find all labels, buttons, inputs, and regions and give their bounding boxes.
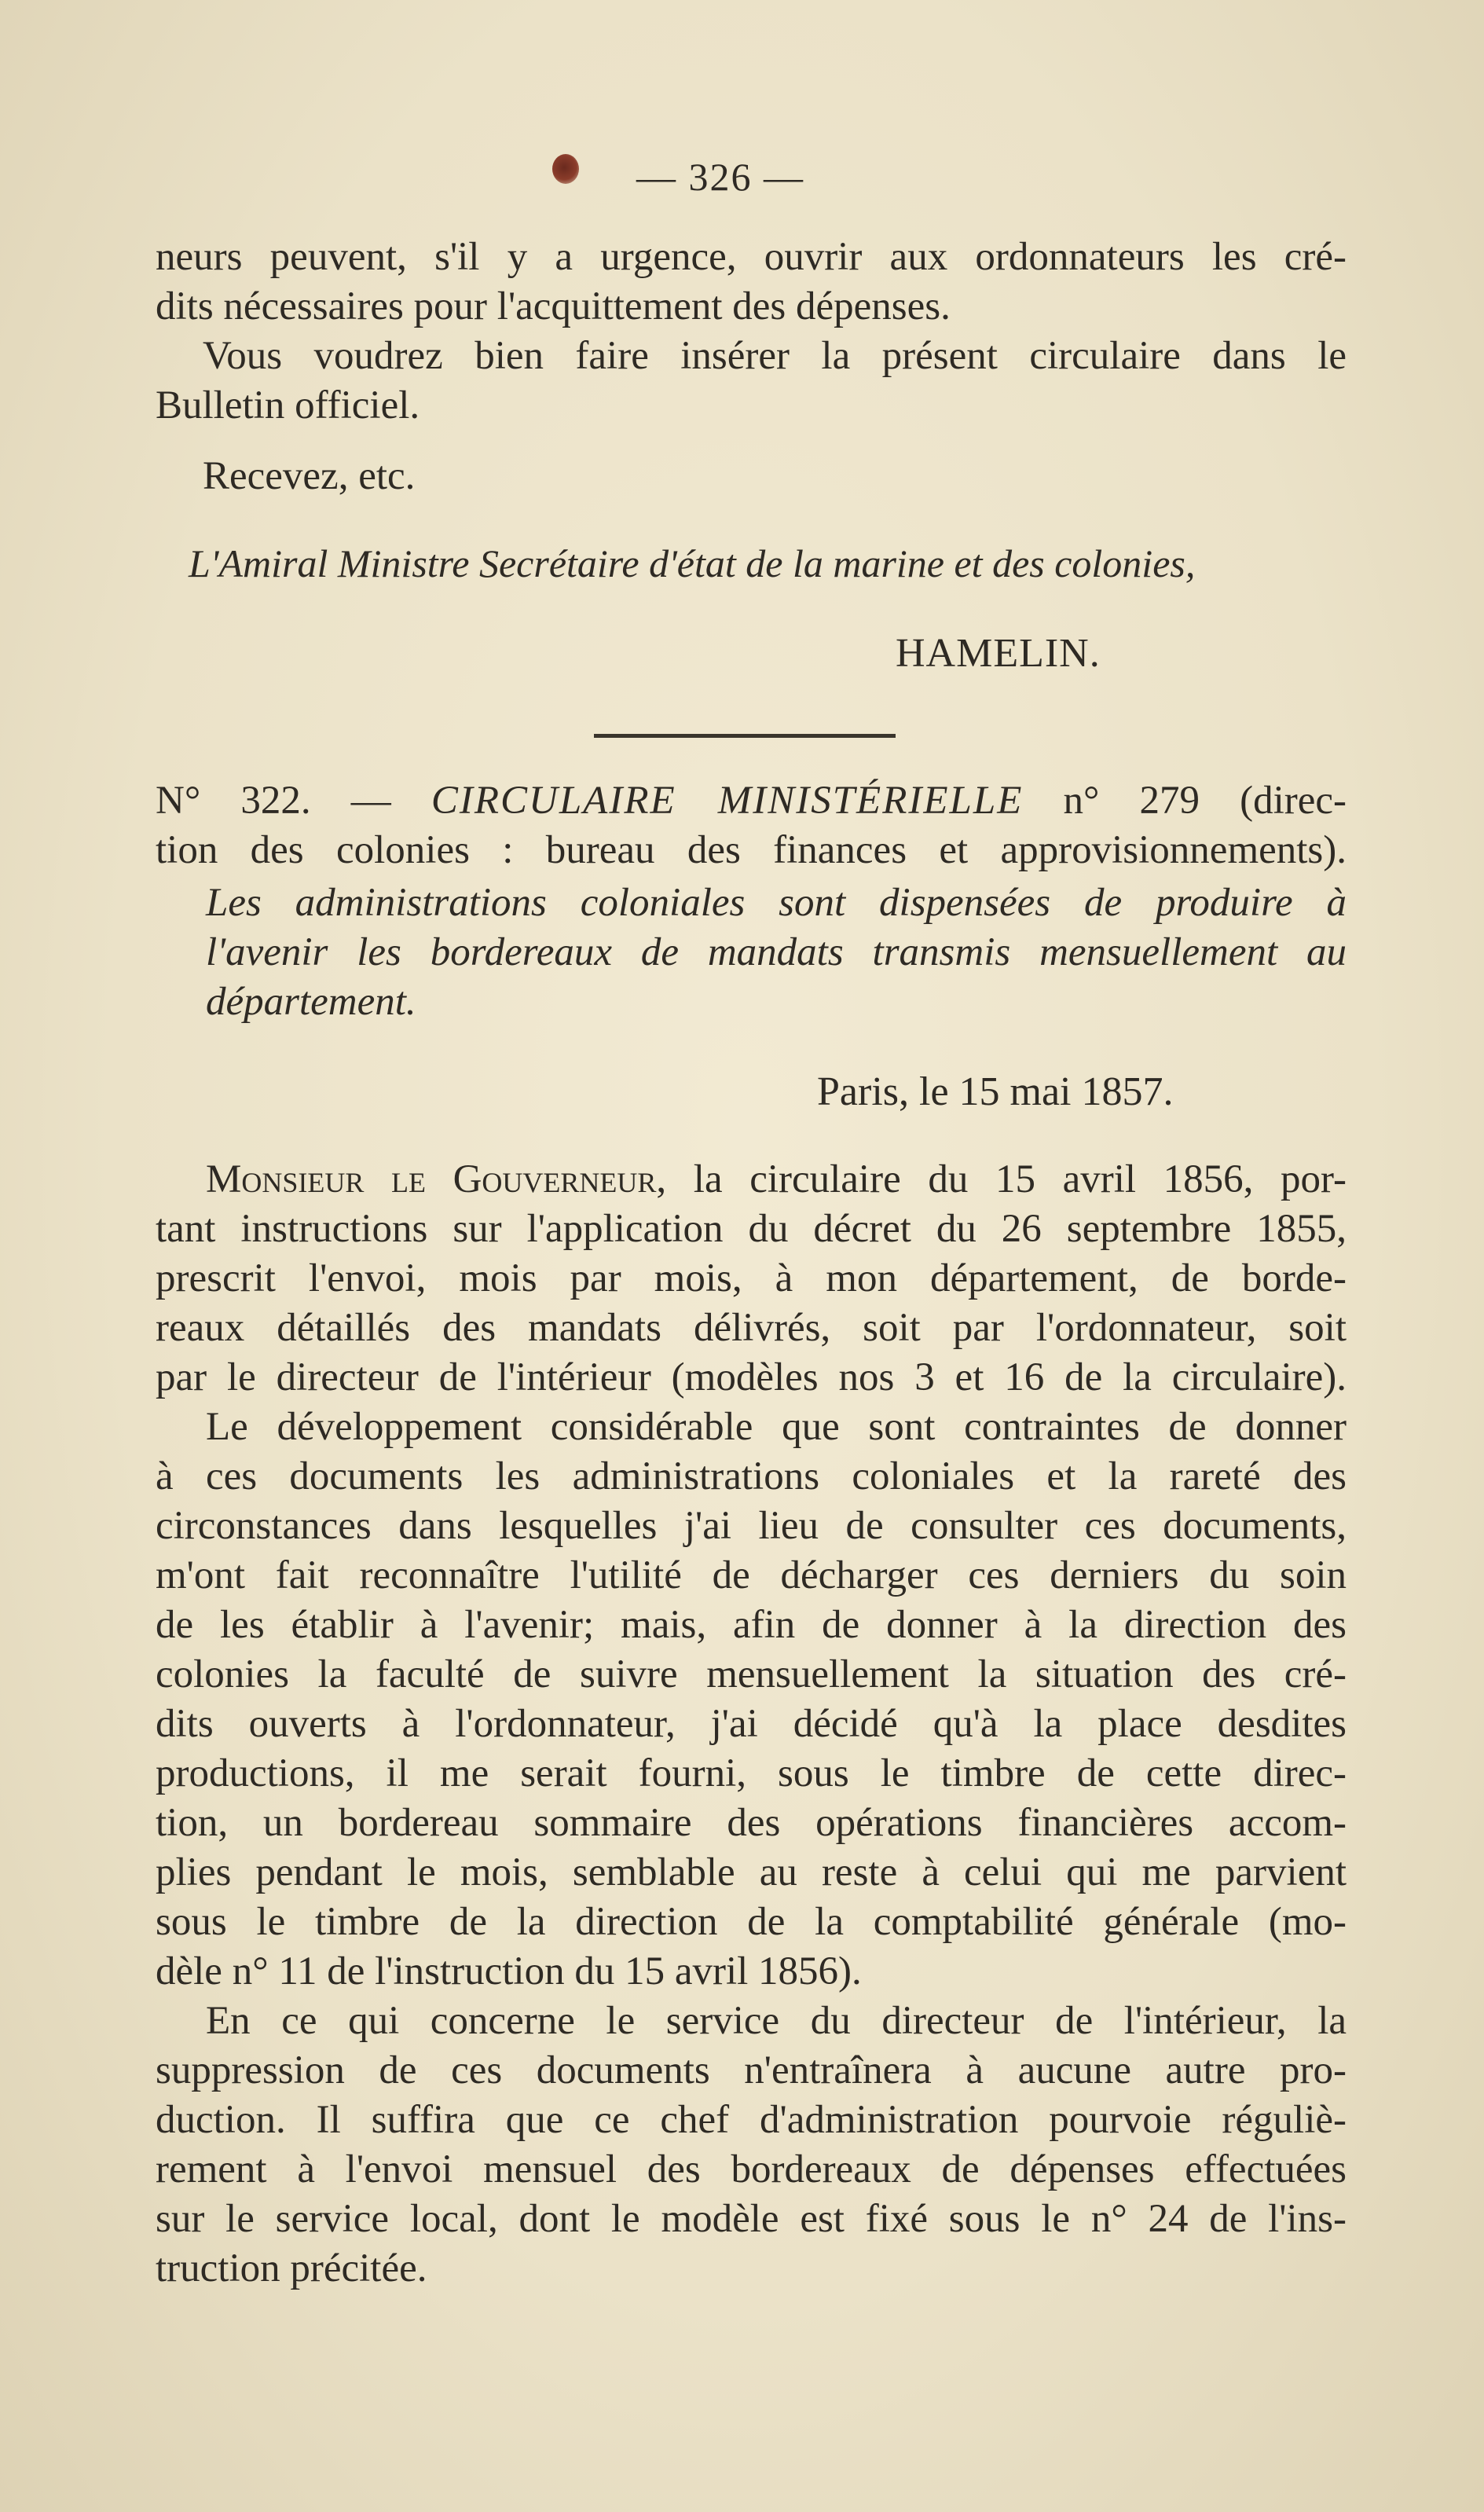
body-line-text: la circulaire du 15 avril 1856, por- [666,1157,1347,1201]
summary-line: Les administrations coloniales sont dispensées de produire à [206,881,1347,925]
section-divider [594,734,896,738]
body-line: sous le timbre de la direction de la comptabilité générale (mo- [156,1900,1347,1944]
text-line: dits nécessaires pour l'acquittement des dépenses. [156,284,951,328]
body-line: à ces documents les administrations coloniales et la rareté des [156,1454,1347,1498]
summary-line: l'avenir les bordereaux de mandats transmis mensuellement au [206,930,1347,974]
body-line: sur le service local, dont le modèle est fixé sous le n° 24 de l'ins- [156,2197,1347,2241]
circular-heading [156,776,1347,826]
body-line: circonstances dans lesquelles j'ai lieu de consulter ces documents, [156,1504,1347,1548]
closing-formula: Recevez, etc. [203,454,416,498]
body-line: de les établir à l'avenir; mais, afin de donner à la direction des [156,1603,1347,1647]
body-line: reaux détaillés des mandats délivrés, soit par l'ordonnateur, soit [156,1306,1347,1350]
body-line: dèle n° 11 de l'instruction du 15 avril 1856). [156,1949,862,1993]
signatory-name: HAMELIN. [896,631,1101,676]
body-line: productions, il me serait fourni, sous le timbre de cette direc- [156,1751,1347,1795]
summary-line: département. [206,980,416,1024]
body-line: En ce qui concerne le service du directeur de l'intérieur, la [206,1999,1347,2043]
body-line: dits ouverts à l'ordonnateur, j'ai décidé qu'à la place desdites [156,1702,1347,1746]
signatory-title: L'Amiral Ministre Secrétaire d'état de la marine et des colonies, [189,541,1196,585]
body-line: Le développement considérable que sont contraintes de donner [206,1405,1347,1449]
text-line: Vous voudrez bien faire insérer la présent circulaire dans le [203,334,1347,378]
body-line: plies pendant le mois, semblable au reste à celui qui me parvient [156,1850,1347,1894]
body-line: m'ont fait reconnaître l'utilité de décharger ces derniers du soin [156,1553,1347,1597]
body-line: colonies la faculté de suivre mensuellement la situation des cré- [156,1652,1347,1696]
salutation: Monsieur le Gouverneur, [206,1157,667,1201]
body-line: truction précitée. [156,2246,427,2290]
body-line: tant instructions sur l'application du décret du 26 septembre 1855, [156,1207,1347,1251]
body-line [206,1155,1347,1205]
text-line: neurs peuvent, s'il y a urgence, ouvrir aux ordonnateurs les cré- [156,235,1347,279]
ink-stain [552,154,579,184]
page-number: — 326 — [636,155,804,199]
body-line: duction. Il suffira que ce chef d'administration pourvoie réguliè- [156,2098,1347,2142]
circular-date: Paris, le 15 mai 1857. [817,1069,1174,1114]
body-line: prescrit l'envoi, mois par mois, à mon département, de borde- [156,1256,1347,1300]
circular-title: CIRCULAIRE MINISTÉRIELLE [431,779,1024,823]
text-line: Bulletin officiel. [156,383,420,427]
circular-heading-line: tion des colonies : bureau des finances et approvisionnements). [156,828,1347,872]
body-line: rement à l'envoi mensuel des bordereaux de dépenses effectuées [156,2147,1347,2191]
circular-number: N° 322. — [156,779,391,823]
body-line: tion, un bordereau sommaire des opérations financières accom- [156,1801,1347,1845]
circular-heading-rest: n° 279 (direc- [1063,779,1347,823]
body-line: par le directeur de l'intérieur (modèles nos 3 et 16 de la circulaire). [156,1355,1347,1399]
body-line: suppression de ces documents n'entraînera à aucune autre pro- [156,2048,1347,2092]
